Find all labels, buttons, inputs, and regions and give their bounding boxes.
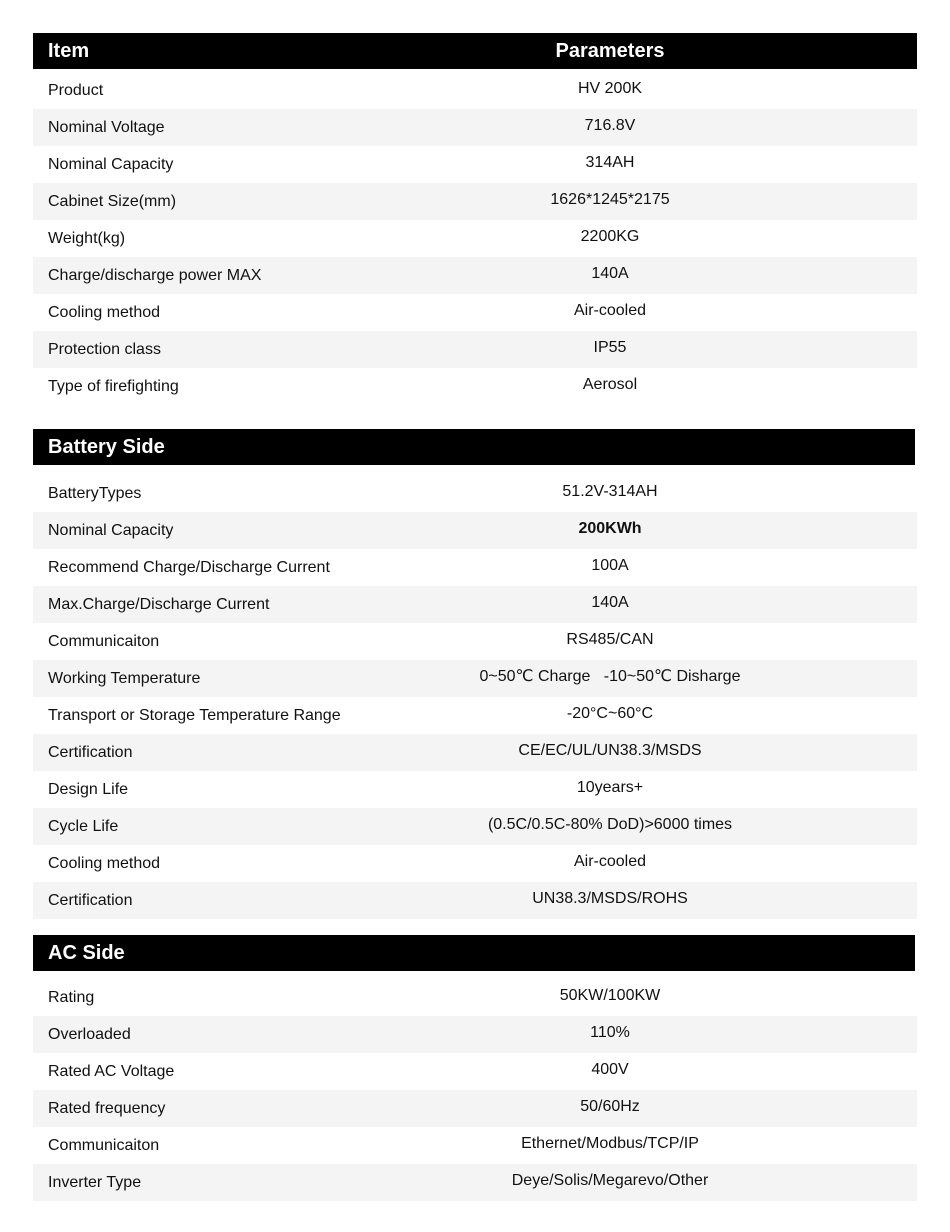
spec-row-communication: [33, 623, 917, 660]
spec-value: 400V: [591, 1061, 629, 1078]
spec-row-rated-ac-voltage: [33, 1053, 917, 1090]
spec-label: Nominal Capacity: [48, 156, 174, 173]
spec-row-nominal-capacity: [33, 146, 917, 183]
spec-row-nominal-voltage: [33, 109, 917, 146]
spec-value: Ethernet/Modbus/TCP/IP: [521, 1135, 699, 1152]
spec-value: -20°C~60°C: [566, 705, 654, 722]
spec-value: 200KWh: [578, 520, 642, 537]
spec-row-design-life: [33, 771, 917, 808]
spec-value: (0.5C/0.5C-80% DoD)>6000 times: [487, 816, 733, 833]
spec-value: RS485/CAN: [566, 631, 654, 648]
spec-value: 2200KG: [580, 228, 640, 245]
battery-side-specs: [33, 475, 917, 919]
spec-label: Recommend Charge/Discharge Current: [48, 559, 330, 576]
spec-row-protection-class: [33, 331, 917, 368]
spec-value: 140A: [591, 594, 629, 611]
spec-label: Transport or Storage Temperature Range: [48, 707, 341, 724]
spec-table-header: [33, 33, 917, 69]
spec-row-cabinet-size: [33, 183, 917, 220]
spec-value: 100A: [591, 557, 629, 574]
spec-row-cooling-method: [33, 845, 917, 882]
spec-value: 140A: [591, 265, 629, 282]
spec-value: 1626*1245*2175: [550, 191, 670, 208]
spec-row-overloaded: [33, 1016, 917, 1053]
spec-row-nominal-capacity: [33, 512, 917, 549]
spec-label: Type of firefighting: [48, 378, 179, 395]
spec-label: Cabinet Size(mm): [48, 193, 177, 210]
spec-value: 110%: [590, 1024, 630, 1041]
spec-value: 716.8V: [584, 117, 636, 134]
spec-value: UN38.3/MSDS/ROHS: [532, 890, 688, 907]
spec-label: Weight(kg): [48, 230, 126, 247]
spec-label: Communicaiton: [48, 633, 160, 650]
spec-row-cooling-method: [33, 294, 917, 331]
battery-side-header: [33, 429, 915, 465]
spec-label: Protection class: [48, 341, 161, 358]
spec-value: Air-cooled: [573, 853, 647, 870]
spec-value: 0~50℃ Charge -10~50℃ Disharge: [479, 668, 741, 685]
spec-row-storage-temperature: [33, 697, 917, 734]
spec-label: Cycle Life: [48, 818, 119, 835]
spec-row-firefighting: [33, 368, 917, 405]
spec-value: 10years+: [576, 779, 644, 796]
spec-label: Overloaded: [48, 1026, 131, 1043]
spec-label: BatteryTypes: [48, 485, 142, 502]
spec-row-recommend-current: [33, 549, 917, 586]
battery-side-title: Battery Side: [48, 436, 165, 458]
spec-value: CE/EC/UL/UN38.3/MSDS: [518, 742, 702, 759]
spec-label: Rating: [48, 989, 95, 1006]
spec-label: Rated AC Voltage: [48, 1063, 175, 1080]
spec-row-battery-types: [33, 475, 917, 512]
spec-value: 314AH: [585, 154, 635, 171]
general-specs: [33, 72, 917, 405]
spec-label: Cooling method: [48, 855, 161, 872]
spec-row-inverter-type: [33, 1164, 917, 1201]
spec-value: Aerosol: [582, 376, 638, 393]
spec-label: Cooling method: [48, 304, 161, 321]
spec-row-communication: [33, 1127, 917, 1164]
ac-side-title: AC Side: [48, 942, 125, 964]
spec-label: Design Life: [48, 781, 129, 798]
spec-row-cycle-life: [33, 808, 917, 845]
spec-label: Inverter Type: [48, 1174, 142, 1191]
spec-label: Certification: [48, 744, 133, 761]
spec-row-weight: [33, 220, 917, 257]
ac-side-header: [33, 935, 915, 971]
spec-label: Product: [48, 82, 104, 99]
spec-row-charge-discharge-power: [33, 257, 917, 294]
spec-value: 50KW/100KW: [559, 987, 661, 1004]
spec-label: Certification: [48, 892, 133, 909]
spec-row-max-current: [33, 586, 917, 623]
spec-label: Rated frequency: [48, 1100, 166, 1117]
spec-row-rated-frequency: [33, 1090, 917, 1127]
spec-label: Nominal Voltage: [48, 119, 165, 136]
spec-value: IP55: [593, 339, 627, 356]
item-column-header: Item: [48, 40, 90, 62]
spec-value: HV 200K: [577, 80, 643, 97]
spec-row-product: [33, 72, 917, 109]
spec-row-working-temperature: [33, 660, 917, 697]
ac-side-specs: [33, 979, 917, 1201]
spec-row-certification: [33, 734, 917, 771]
spec-label: Working Temperature: [48, 670, 201, 687]
spec-value: Air-cooled: [573, 302, 647, 319]
spec-label: Charge/discharge power MAX: [48, 267, 262, 284]
spec-label: Max.Charge/Discharge Current: [48, 596, 270, 613]
spec-value: 50/60Hz: [580, 1098, 640, 1115]
spec-value: 51.2V-314AH: [562, 483, 658, 500]
spec-value: Deye/Solis/Megarevo/Other: [511, 1172, 709, 1189]
spec-row-certification-2: [33, 882, 917, 919]
parameters-column-header: Parameters: [555, 40, 665, 62]
spec-row-rating: [33, 979, 917, 1016]
spec-label: Nominal Capacity: [48, 522, 174, 539]
spec-label: Communicaiton: [48, 1137, 160, 1154]
